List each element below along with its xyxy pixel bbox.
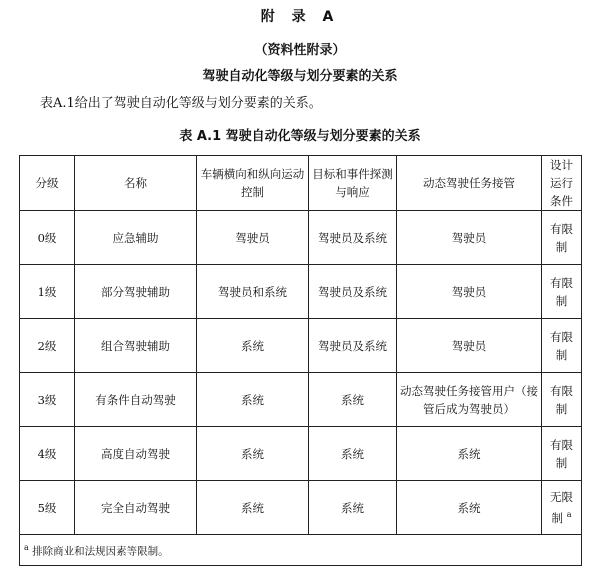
table-row — [20, 427, 582, 481]
cell-ddt-fallback: 驾驶员 — [397, 265, 542, 319]
cell-ddt-fallback: 驾驶员 — [397, 211, 542, 265]
cell-oedr: 驾驶员及系统 — [309, 211, 397, 265]
cell-oedr: 驾驶员及系统 — [309, 265, 397, 319]
cell-ddt-fallback: 驾驶员 — [397, 319, 542, 373]
cell-motion-control: 系统 — [197, 427, 309, 481]
cell-level: 1级 — [20, 265, 75, 319]
cell-motion-control: 系统 — [197, 481, 309, 535]
table-footnote-row — [20, 535, 582, 566]
table-row — [20, 373, 582, 427]
table-row — [20, 481, 582, 535]
header-cell-level: 分级 — [20, 156, 75, 211]
table-row — [20, 265, 582, 319]
cell-oedr: 系统 — [309, 373, 397, 427]
cell-odd: 有限制 — [542, 211, 582, 265]
cell-level: 5级 — [20, 481, 75, 535]
cell-level: 4级 — [20, 427, 75, 481]
header-cell-odd: 设计运行条件 — [542, 156, 582, 211]
intro-paragraph: 表A.1给出了驾驶自动化等级与划分要素的关系。 — [40, 96, 322, 111]
table-caption: 表 A.1 驾驶自动化等级与划分要素的关系 — [179, 129, 421, 144]
cell-ddt-fallback: 系统 — [397, 427, 542, 481]
cell-name: 部分驾驶辅助 — [75, 265, 197, 319]
appendix-subtitle: （资料性附录） — [254, 43, 346, 58]
cell-motion-control: 驾驶员和系统 — [197, 265, 309, 319]
cell-level: 3级 — [20, 373, 75, 427]
cell-motion-control: 系统 — [197, 319, 309, 373]
cell-odd: 有限制 — [542, 319, 582, 373]
table-row — [20, 211, 582, 265]
table-header-row — [20, 156, 582, 211]
cell-ddt-fallback: 动态驾驶任务接管用户（接管后成为驾驶员） — [397, 373, 542, 427]
header-cell-oedr: 目标和事件探测与响应 — [309, 156, 397, 211]
cell-ddt-fallback: 系统 — [397, 481, 542, 535]
cell-odd: 有限制 — [542, 373, 582, 427]
header-cell-motion-control: 车辆横向和纵向运动控制 — [197, 156, 309, 211]
cell-odd-text: 无限制 — [550, 490, 573, 525]
cell-level: 2级 — [20, 319, 75, 373]
automation-level-table — [19, 155, 582, 566]
cell-odd — [542, 481, 582, 535]
cell-name: 完全自动驾驶 — [75, 481, 197, 535]
cell-oedr: 驾驶员及系统 — [309, 319, 397, 373]
appendix-heading: 驾驶自动化等级与划分要素的关系 — [202, 69, 398, 84]
cell-name: 组合驾驶辅助 — [75, 319, 197, 373]
appendix-title: 附 录 A — [260, 9, 340, 25]
table-footnote — [20, 535, 582, 566]
table-row — [20, 319, 582, 373]
cell-motion-control: 驾驶员 — [197, 211, 309, 265]
cell-oedr: 系统 — [309, 481, 397, 535]
header-cell-name: 名称 — [75, 156, 197, 211]
cell-level: 0级 — [20, 211, 75, 265]
header-cell-ddt-fallback: 动态驾驶任务接管 — [397, 156, 542, 211]
cell-odd: 有限制 — [542, 427, 582, 481]
cell-oedr: 系统 — [309, 427, 397, 481]
cell-name: 应急辅助 — [75, 211, 197, 265]
footnote-ref: a — [566, 510, 572, 520]
footnote-text: 排除商业和法规因素等限制。 — [32, 545, 169, 558]
cell-motion-control: 系统 — [197, 373, 309, 427]
footnote-mark: a — [24, 543, 29, 553]
cell-name: 高度自动驾驶 — [75, 427, 197, 481]
cell-odd: 有限制 — [542, 265, 582, 319]
cell-name: 有条件自动驾驶 — [75, 373, 197, 427]
